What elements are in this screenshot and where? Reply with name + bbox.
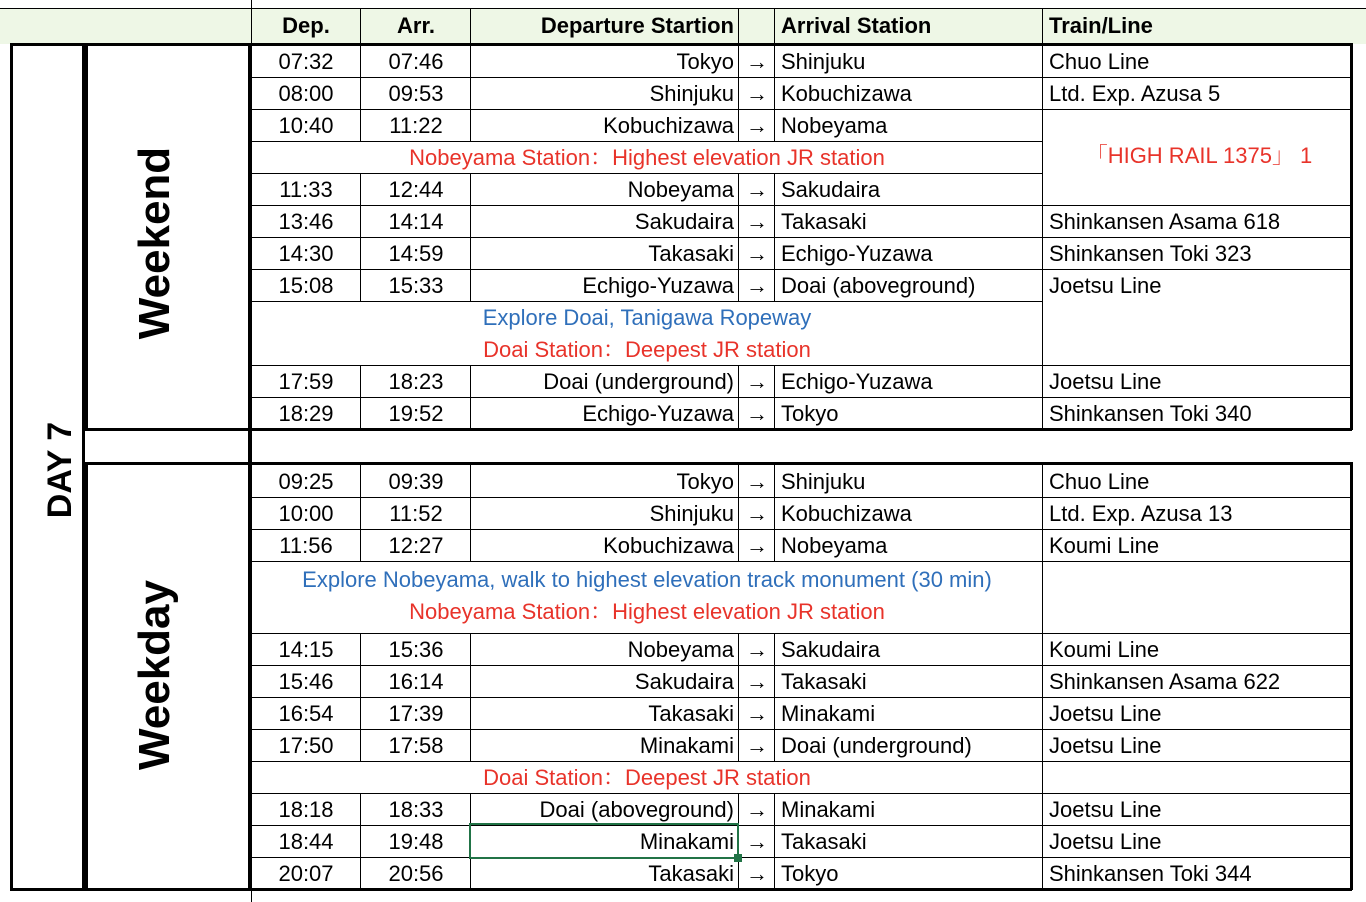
grid-vline: [360, 173, 361, 301]
grid-vline: [10, 43, 13, 890]
weekend-row-arrival-station[interactable]: Nobeyama: [781, 113, 888, 138]
grid-vline: [470, 365, 471, 428]
weekend-row-dep-time[interactable]: 07:32: [278, 49, 334, 74]
weekday-row-departure-station[interactable]: Takasaki: [648, 861, 734, 886]
grid-hline: [250, 269, 1352, 270]
day-label[interactable]: DAY 7: [41, 421, 79, 519]
weekday-row-arrival-station[interactable]: Tokyo: [781, 861, 839, 886]
weekday-row-dep-time[interactable]: 10:00: [278, 501, 334, 526]
weekday-row-dep-time[interactable]: 11:56: [279, 533, 333, 558]
grid-vline: [774, 173, 775, 301]
header-departure-station[interactable]: Departure Startion: [540, 13, 734, 38]
weekday-note-nobeyama[interactable]: Nobeyama Station：Highest elevation JR station: [409, 599, 885, 624]
grid-hline: [250, 173, 1042, 174]
weekday-row-dep-time[interactable]: 20:07: [278, 861, 334, 886]
weekend-row-departure-station[interactable]: Tokyo: [676, 49, 734, 74]
weekend-row-train-line[interactable]: Ltd. Exp. Azusa 5: [1049, 81, 1221, 106]
grid-vline: [470, 8, 471, 43]
weekday-row-arr-time[interactable]: 20:56: [388, 861, 444, 886]
weekday-row-arrow-icon[interactable]: →: [746, 637, 768, 662]
grid-vline: [470, 46, 471, 141]
grid-vline: [360, 46, 361, 141]
grid-vline: [774, 462, 775, 561]
weekday-row-departure-station[interactable]: Minakami: [639, 733, 734, 758]
weekend-row-arr-time[interactable]: 14:14: [388, 209, 444, 234]
weekday-row-arrow-icon[interactable]: →: [746, 861, 768, 886]
weekday-row-arr-time[interactable]: 18:33: [388, 797, 444, 822]
weekday-row-arrow-icon[interactable]: →: [746, 829, 768, 854]
weekday-row-arrow-icon[interactable]: →: [746, 669, 768, 694]
weekday-row-dep-time[interactable]: 15:46: [278, 669, 334, 694]
weekend-row-departure-station[interactable]: Doai (underground): [543, 369, 734, 394]
weekend-row-train-line[interactable]: Shinkansen Toki 323: [1049, 241, 1252, 266]
grid-hline: [250, 665, 1352, 666]
weekday-row-train-line[interactable]: Joetsu Line: [1049, 733, 1162, 758]
weekend-row-dep-time[interactable]: 10:40: [278, 113, 334, 138]
grid-vline: [470, 173, 471, 301]
grid-hline: [250, 633, 1352, 634]
weekend-row-arrow-icon[interactable]: →: [746, 49, 768, 74]
grid-vline: [738, 8, 739, 43]
weekday-row-train-line[interactable]: Shinkansen Toki 344: [1049, 861, 1252, 886]
grid-vline: [85, 462, 88, 890]
weekday-row-arrow-icon[interactable]: →: [746, 733, 768, 758]
weekday-row-arr-time[interactable]: 17:58: [388, 733, 444, 758]
grid-hline: [250, 761, 1352, 762]
weekend-row-arr-time[interactable]: 07:46: [388, 49, 444, 74]
weekday-row-train-line[interactable]: Koumi Line: [1049, 533, 1160, 558]
grid-vline: [360, 365, 361, 428]
weekday-row-departure-station[interactable]: Shinjuku: [649, 501, 734, 526]
weekend-row-departure-station[interactable]: Sakudaira: [634, 209, 734, 234]
weekday-row-arrow-icon[interactable]: →: [746, 533, 768, 558]
weekend-row-departure-station[interactable]: Nobeyama: [627, 177, 734, 202]
weekend-high-rail[interactable]: 「HIGH RAIL 1375」 1: [1085, 143, 1313, 168]
weekday-row-arr-time[interactable]: 16:14: [388, 669, 444, 694]
weekday-row-dep-time[interactable]: 09:25: [278, 469, 334, 494]
grid-vline: [1042, 8, 1043, 43]
weekend-row-dep-time[interactable]: 15:08: [278, 273, 334, 298]
grid-vline: [774, 633, 775, 761]
weekday-row-arrival-station[interactable]: Takasaki: [781, 829, 867, 854]
grid-vline: [738, 462, 739, 561]
grid-hline: [250, 793, 1352, 794]
weekday-row-departure-station[interactable]: Takasaki: [648, 701, 734, 726]
weekday-row-dep-time[interactable]: 16:54: [278, 701, 334, 726]
grid-vline: [360, 633, 361, 761]
grid-hline: [1042, 365, 1352, 366]
weekday-row-departure-station[interactable]: Kobuchizawa: [603, 533, 734, 558]
weekday-row-arrival-station[interactable]: Takasaki: [781, 669, 867, 694]
selected-cell[interactable]: [469, 823, 739, 859]
grid-hline: [250, 561, 1352, 562]
weekend-row-departure-station[interactable]: Echigo-Yuzawa: [582, 401, 734, 426]
weekend-row-train-line[interactable]: Chuo Line: [1049, 49, 1150, 74]
grid-hline: [250, 729, 1352, 730]
weekend-row-arrival-station[interactable]: Tokyo: [781, 401, 839, 426]
weekend-note-doai[interactable]: Doai Station：Deepest JR station: [483, 337, 811, 362]
weekend-row-departure-station[interactable]: Echigo-Yuzawa: [582, 273, 734, 298]
weekday-note-explore-nobeyama[interactable]: Explore Nobeyama, walk to highest elevation track monument (30 min): [302, 567, 992, 592]
weekend-row-arrival-station[interactable]: Echigo-Yuzawa: [781, 369, 933, 394]
weekday-row-arrival-station[interactable]: Doai (underground): [781, 733, 972, 758]
weekday-label[interactable]: Weekday: [130, 580, 179, 770]
weekend-row-arr-time[interactable]: 19:52: [388, 401, 444, 426]
grid-hline: [10, 888, 1352, 891]
grid-hline: [250, 825, 1352, 826]
grid-hline: [10, 43, 1352, 46]
weekday-row-arr-time[interactable]: 17:39: [388, 701, 444, 726]
weekday-row-dep-time[interactable]: 18:44: [278, 829, 334, 854]
weekday-row-arrow-icon[interactable]: →: [746, 469, 768, 494]
weekday-row-arr-time[interactable]: 09:39: [388, 469, 444, 494]
weekday-row-arrival-station[interactable]: Minakami: [781, 701, 876, 726]
weekend-row-dep-time[interactable]: 11:33: [279, 177, 333, 202]
grid-hline: [250, 301, 1042, 302]
weekend-row-arrow-icon[interactable]: →: [746, 209, 768, 234]
weekend-row-arr-time[interactable]: 09:53: [388, 81, 444, 106]
weekday-row-dep-time[interactable]: 18:18: [278, 797, 334, 822]
weekday-row-departure-station[interactable]: Tokyo: [676, 469, 734, 494]
weekend-row-arrival-station[interactable]: Kobuchizawa: [781, 81, 912, 106]
weekend-row-arr-time[interactable]: 15:33: [388, 273, 444, 298]
weekday-row-arrival-station[interactable]: Shinjuku: [781, 469, 866, 494]
weekend-row-dep-time[interactable]: 18:29: [278, 401, 334, 426]
grid-vline: [470, 462, 471, 561]
weekday-row-arrow-icon[interactable]: →: [746, 701, 768, 726]
grid-vline: [738, 365, 739, 428]
weekend-row-train-line[interactable]: Shinkansen Toki 340: [1049, 401, 1252, 426]
weekend-row-train-line[interactable]: Shinkansen Asama 618: [1049, 209, 1281, 234]
weekday-row-train-line[interactable]: Koumi Line: [1049, 637, 1160, 662]
weekend-row-dep-time[interactable]: 17:59: [278, 369, 334, 394]
weekday-row-arr-time[interactable]: 19:48: [388, 829, 444, 854]
grid-vline: [774, 793, 775, 888]
weekday-row-arrow-icon[interactable]: →: [746, 797, 768, 822]
weekday-row-arrival-station[interactable]: Kobuchizawa: [781, 501, 912, 526]
grid-vline: [738, 173, 739, 301]
header-arr[interactable]: Arr.: [397, 13, 435, 38]
weekend-row-arrow-icon[interactable]: →: [746, 81, 768, 106]
fill-handle[interactable]: [734, 854, 742, 862]
weekend-row-arrow-icon[interactable]: →: [746, 241, 768, 266]
weekend-row-dep-time[interactable]: 14:30: [278, 241, 334, 266]
weekend-row-arr-time[interactable]: 11:22: [389, 113, 443, 138]
grid-vline: [1042, 462, 1043, 888]
header-dep[interactable]: Dep.: [282, 13, 330, 38]
weekend-row-arrival-station[interactable]: Takasaki: [781, 209, 867, 234]
grid-vline: [774, 46, 775, 141]
weekday-row-departure-station[interactable]: Sakudaira: [634, 669, 734, 694]
grid-hline: [250, 237, 1352, 238]
weekday-row-train-line[interactable]: Chuo Line: [1049, 469, 1150, 494]
grid-hline: [250, 141, 1042, 142]
weekend-row-arr-time[interactable]: 12:44: [388, 177, 444, 202]
weekend-row-arrow-icon[interactable]: →: [746, 369, 768, 394]
grid-hline: [85, 428, 1352, 431]
weekday-row-arr-time[interactable]: 15:36: [388, 637, 444, 662]
grid-hline: [0, 8, 1366, 9]
grid-hline: [250, 857, 1352, 858]
weekday-row-departure-station[interactable]: Doai (aboveground): [539, 797, 734, 822]
weekday-row-arrival-station[interactable]: Sakudaira: [781, 637, 881, 662]
weekend-row-arrow-icon[interactable]: →: [746, 401, 768, 426]
weekend-note-nobeyama[interactable]: Nobeyama Station：Highest elevation JR station: [409, 145, 885, 170]
weekday-row-train-line[interactable]: Joetsu Line: [1049, 701, 1162, 726]
weekday-row-arr-time[interactable]: 12:27: [388, 533, 444, 558]
grid-vline: [360, 793, 361, 888]
weekend-row-dep-time[interactable]: 13:46: [278, 209, 334, 234]
grid-hline: [1042, 205, 1352, 206]
weekday-row-arrival-station[interactable]: Minakami: [781, 797, 876, 822]
weekday-row-departure-station[interactable]: Nobeyama: [627, 637, 734, 662]
grid-hline: [250, 697, 1352, 698]
grid-vline: [774, 365, 775, 428]
weekday-row-train-line[interactable]: Ltd. Exp. Azusa 13: [1049, 501, 1233, 526]
grid-vline: [251, 0, 252, 902]
weekday-row-arrow-icon[interactable]: →: [746, 501, 768, 526]
grid-hline: [250, 529, 1352, 530]
grid-vline: [738, 46, 739, 141]
weekend-label[interactable]: Weekend: [130, 146, 179, 340]
weekend-row-arrow-icon[interactable]: →: [746, 177, 768, 202]
grid-vline: [360, 8, 361, 43]
weekend-row-departure-station[interactable]: Shinjuku: [649, 81, 734, 106]
weekend-row-arrival-station[interactable]: Echigo-Yuzawa: [781, 241, 933, 266]
weekend-row-train-line[interactable]: Joetsu Line: [1049, 273, 1162, 298]
grid-vline: [85, 46, 88, 430]
weekend-row-arrow-icon[interactable]: →: [746, 273, 768, 298]
weekend-row-arr-time[interactable]: 14:59: [388, 241, 444, 266]
grid-hline: [250, 109, 1352, 110]
grid-hline: [85, 462, 1352, 465]
weekday-row-dep-time[interactable]: 17:50: [278, 733, 334, 758]
grid-vline: [774, 8, 775, 43]
header-arrival-station[interactable]: Arrival Station: [781, 13, 932, 38]
grid-vline: [470, 633, 471, 761]
grid-hline: [250, 497, 1352, 498]
weekend-row-dep-time[interactable]: 08:00: [278, 81, 334, 106]
weekend-row-arrival-station[interactable]: Doai (aboveground): [781, 273, 976, 298]
weekend-row-departure-station[interactable]: Takasaki: [648, 241, 734, 266]
weekday-row-train-line[interactable]: Joetsu Line: [1049, 829, 1162, 854]
grid-hline: [250, 77, 1352, 78]
header-train-line[interactable]: Train/Line: [1049, 13, 1153, 38]
weekday-row-train-line[interactable]: Shinkansen Asama 622: [1049, 669, 1281, 694]
weekend-row-arr-time[interactable]: 18:23: [388, 369, 444, 394]
weekday-row-train-line[interactable]: Joetsu Line: [1049, 797, 1162, 822]
weekend-row-arrow-icon[interactable]: →: [746, 113, 768, 138]
weekend-row-arrival-station[interactable]: Sakudaira: [781, 177, 881, 202]
weekend-row-train-line[interactable]: Joetsu Line: [1049, 369, 1162, 394]
weekday-row-arrival-station[interactable]: Nobeyama: [781, 533, 888, 558]
weekday-row-departure-station[interactable]: Minakami: [639, 829, 734, 854]
grid-vline: [738, 633, 739, 761]
weekday-row-dep-time[interactable]: 14:15: [278, 637, 334, 662]
weekday-note-doai[interactable]: Doai Station：Deepest JR station: [483, 765, 811, 790]
grid-vline: [360, 462, 361, 561]
weekday-row-arr-time[interactable]: 11:52: [389, 501, 443, 526]
weekend-note-explore-doai[interactable]: Explore Doai, Tanigawa Ropeway: [482, 305, 812, 330]
weekend-row-departure-station[interactable]: Kobuchizawa: [603, 113, 734, 138]
weekend-row-arrival-station[interactable]: Shinjuku: [781, 49, 866, 74]
grid-vline: [1042, 46, 1043, 428]
grid-hline: [250, 397, 1352, 398]
